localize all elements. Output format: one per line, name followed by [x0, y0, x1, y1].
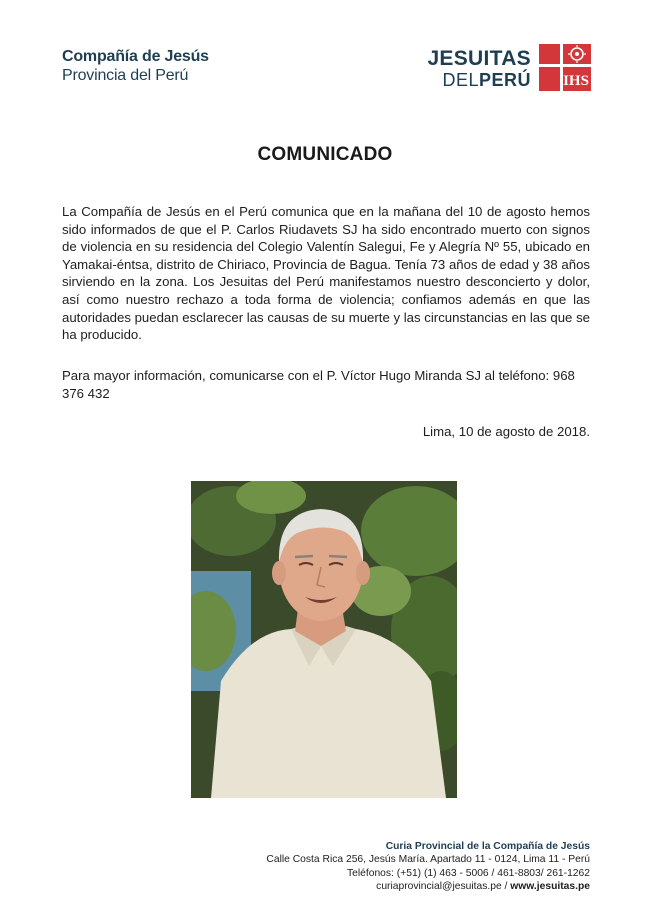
footer-phones: Teléfonos: (+51) (1) 463 - 5006 / 461-8803/ 261-1262	[346, 867, 590, 879]
footer-website-link[interactable]: www.jesuitas.pe	[510, 880, 590, 892]
logo-wordmark-del: DEL	[442, 70, 479, 90]
statement-paragraph: La Compañía de Jesús en el Perú comunica que en la mañana del 10 de agosto hemos sido informados de que el P. Carlos Riudavets SJ ha sido encontrado muerto con signos de violencia en su residencia del Colegio Valentín Salegui, Fe y Alegría Nº 55, ubicado en Yamakai-éntsa, distrito de Chiriaco, Provincia de Bagua. Tenía 73 años de edad y 38 años sirviendo en la zona. Los Jesuitas del Perú manifestamos nuestro desconcierto y dolor, así como nuestro rechazo a toda forma de violencia; confiamos además en que las autoridades puedan esclarecer las causas de su muerte y las circunstancias en las que se ha producido.	[62, 204, 590, 343]
footer-separator: /	[501, 880, 511, 892]
ihs-emblem-icon	[539, 44, 591, 91]
footer-address: Calle Costa Rica 256, Jesús María. Apartado 11 - 0124, Lima 11 - Perú	[266, 854, 590, 866]
logo-ihs-text: IHS	[563, 73, 589, 89]
footer-contact	[266, 840, 590, 893]
statement-body	[62, 203, 590, 344]
logo-wordmark-line1: JESUITAS	[427, 47, 531, 70]
organization-heading	[62, 47, 209, 85]
logo-wordmark-line2	[442, 70, 531, 90]
jesuitas-peru-logo	[415, 44, 591, 92]
footer-title: Curia Provincial de la Compañía de Jesús	[385, 841, 590, 852]
portrait-photo	[191, 481, 457, 798]
footer-web-line	[266, 880, 590, 893]
footer-email-link[interactable]: curiaprovincial@jesuitas.pe	[376, 880, 502, 892]
logo-wordmark-peru: PERÚ	[478, 70, 531, 90]
contact-paragraph: Para mayor información, comunicarse con el P. Víctor Hugo Miranda SJ al teléfono: 968 376 432	[62, 368, 575, 401]
dateline: Lima, 10 de agosto de 2018.	[422, 424, 590, 439]
document-title: COMUNICADO	[257, 144, 393, 165]
organization-province: Provincia del Perú	[62, 67, 189, 84]
portrait-illustration	[191, 481, 457, 798]
organization-name: Compañía de Jesús	[62, 48, 209, 65]
